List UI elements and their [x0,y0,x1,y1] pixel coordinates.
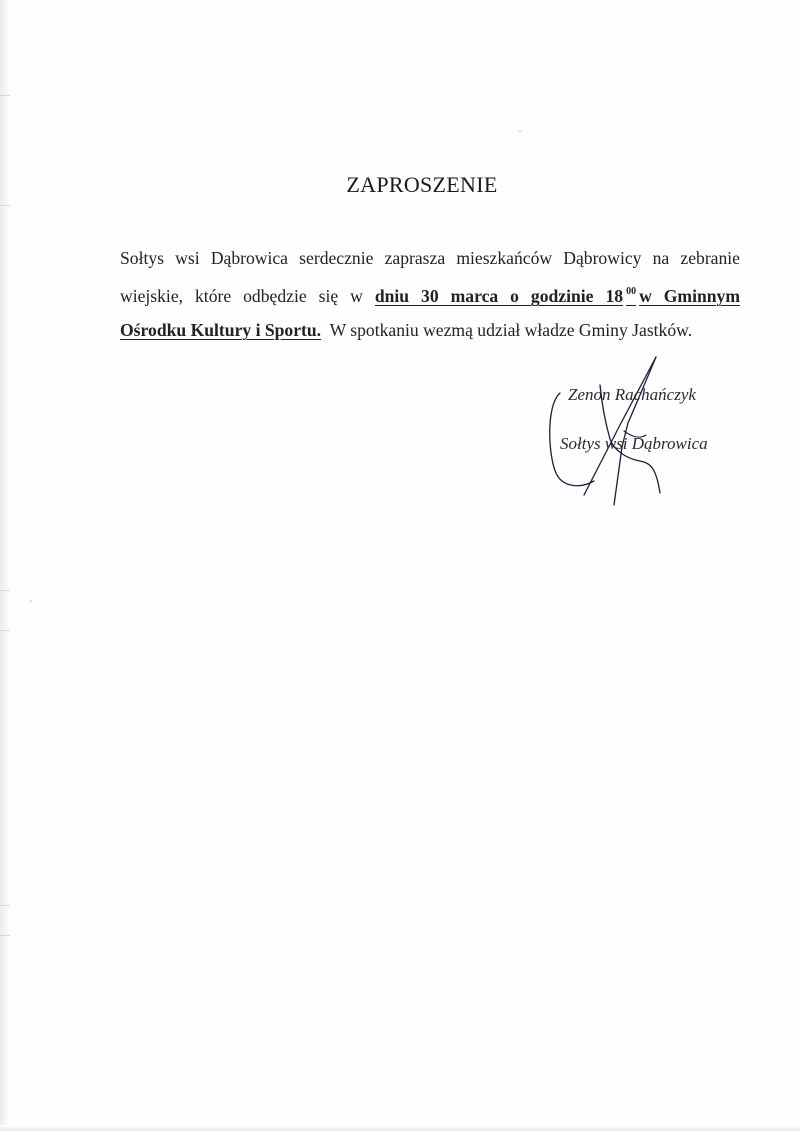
document-title: ZAPROSZENIE [346,172,498,197]
scan-edge-mark [0,95,10,96]
scan-edge-mark [0,935,10,936]
paragraph-line-1: Sołtys wsi Dąbrowica serdecznie zaprasza mieszkańców Dąbrowicy na zebranie [120,248,740,268]
meeting-date-text: dniu 30 marca o godzinie 18 [374,286,624,306]
scan-edge-mark [0,590,10,591]
meeting-place-start: w Gminnym [639,286,740,306]
time-minutes-superscript: 00 [626,286,637,297]
scan-edge-mark [0,630,10,631]
signatory-role: Sołtys wsi Dąbrowica [560,434,708,453]
scan-edge-mark [0,905,10,906]
scan-edge-mark [0,205,10,206]
signatory-name: Zenon Rachańczyk [568,385,696,404]
paragraph-line-3 [120,313,740,347]
scan-left-edge [0,0,10,1131]
scan-speck [30,600,32,602]
handwritten-signature [540,355,670,520]
meeting-place-end: Ośrodku Kultury i Sportu. [120,320,322,340]
invitation-paragraph [120,241,740,347]
line-2-plain-text: wiejskie, które odbędzie się w [120,286,363,306]
meeting-date-time [375,286,740,306]
line-3-plain-text: W spotkaniu wezmą udział władze Gminy Jastków. [329,320,693,340]
scan-bottom-edge [0,1125,800,1131]
paragraph-line-2 [120,275,740,313]
scan-speck [519,130,521,132]
